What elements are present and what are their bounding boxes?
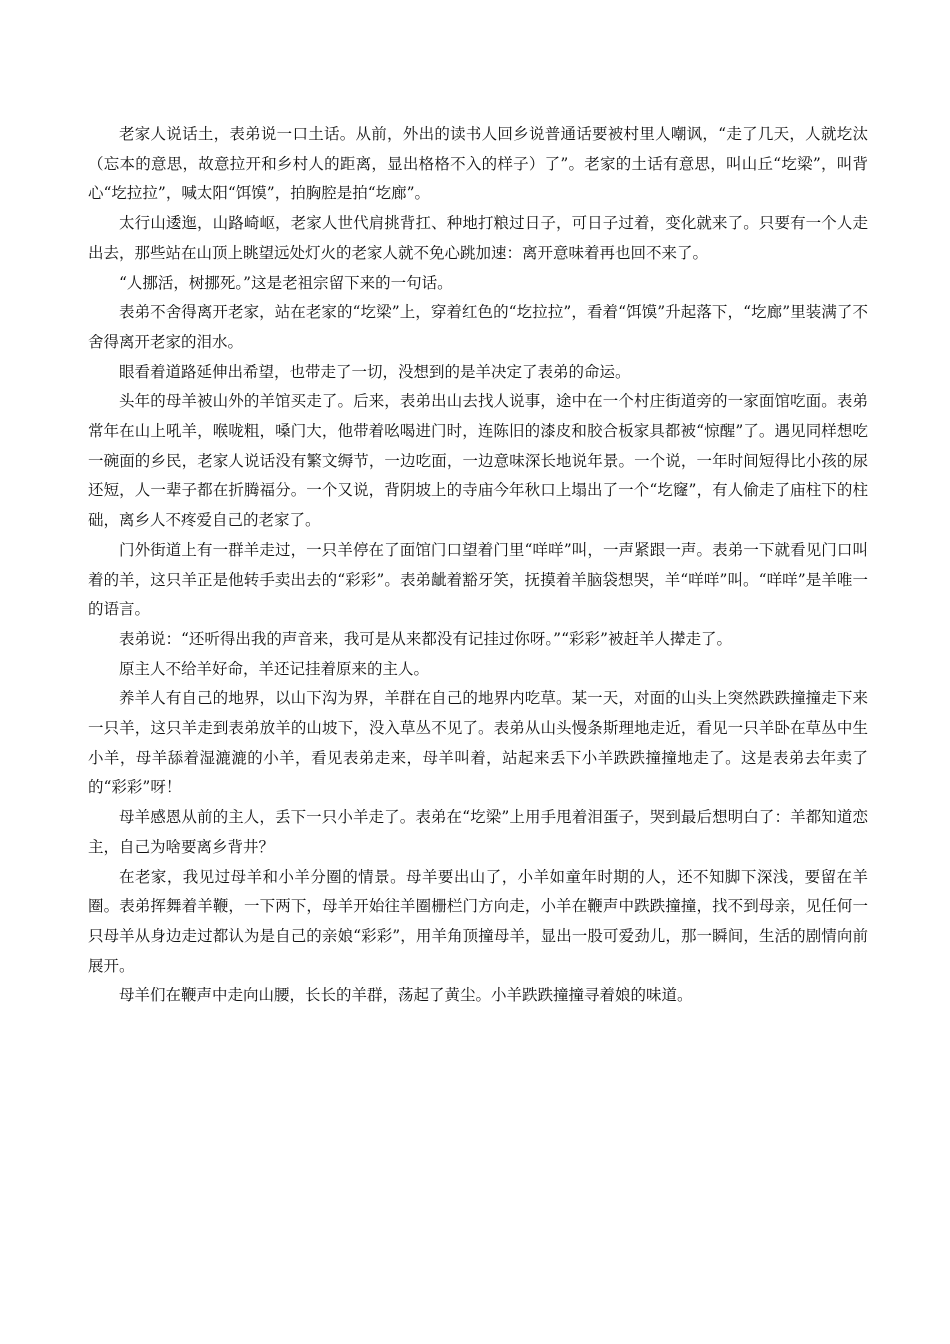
paragraph-8: 表弟说：“还听得出我的声音来，我可是从来都没有记挂过你呀。”“彩彩”被赶羊人撵走了。 [119,629,732,648]
paragraph-3: “人挪活，树挪死。”这是老祖宗留下来的一句话。 [119,273,453,292]
paragraph-13: 母羊们在鞭声中走向山腰，长长的羊群，荡起了黄尘。小羊跌跌撞撞寻着娘的味道。 [119,986,693,1005]
article-body [88,120,868,1011]
paragraph-4: 表弟不舍得离开老家，站在老家的“圪梁”上，穿着红色的“圪拉拉”，看着“饵馍”升起落下，“圪廊”里装满了不舍得离开老家的泪水。 [88,303,868,351]
paragraph-6: 头年的母羊被山外的羊馆买走了。后来，表弟出山去找人说事，途中在一个村庄街道旁的一家面馆吃面。表弟常年在山上吼羊，喉咙粗，嗓门大，他带着吆喝进门时，连陈旧的漆皮和胶合板家具都被“惊醒”了。遇见同样想吃一碗面的乡民，老家人说话没有繁文缛节，一边吃面，一边意味深长地说年景。一个说，一年时间短得比小孩的尿还短，人一辈子都在折腾福分。一个又说，背阴坡上的寺庙今年秋口上塌出了一个“圪窿”，有人偷走了庙柱下的柱础，离乡人不疼爱自己的老家了。 [88,392,868,530]
paragraph-5: 眼看着道路延伸出希望，也带走了一切，没想到的是羊决定了表弟的命运。 [119,362,631,381]
paragraph-2: 太行山逶迤，山路崎岖，老家人世代肩挑背扛、种地打粮过日子，可日子过着，变化就来了。只要有一个人走出去，那些站在山顶上眺望远处灯火的老家人就不免心跳加速：离开意味着再也回不来了。 [88,214,868,262]
paragraph-9: 原主人不给羊好命，羊还记挂着原来的主人。 [119,659,430,678]
paragraph-12: 在老家，我见过母羊和小羊分圈的情景。母羊要出山了，小羊如童年时期的人，还不知脚下深浅，要留在羊圈。表弟挥舞着羊鞭，一下两下，母羊开始往羊圈栅栏门方向走，小羊在鞭声中跌跌撞撞，找不到母亲，见任何一只母羊从身边走过都认为是自己的亲娘“彩彩”，用羊角顶撞母羊，显出一股可爱劲儿，那一瞬间，生活的剧情向前展开。 [88,867,868,975]
paragraph-10: 养羊人有自己的地界，以山下沟为界，羊群在自己的地界内吃草。某一天，对面的山头上突然跌跌撞撞走下来一只羊，这只羊走到表弟放羊的山坡下，没入草丛不见了。表弟从山头慢条斯理地走近，看见一只羊卧在草丛中生小羊，母羊舔着湿漉漉的小羊，看见表弟走来，母羊叫着，站起来丢下小羊跌跌撞撞地走了。这是表弟去年卖了的“彩彩”呀！ [88,689,868,797]
paragraph-11: 母羊感恩从前的主人，丢下一只小羊走了。表弟在“圪梁”上用手甩着泪蛋子，哭到最后想明白了：羊都知道恋主，自己为啥要离乡背井？ [88,808,868,856]
paragraph-1: 老家人说话土，表弟说一口土话。从前，外出的读书人回乡说普通话要被村里人嘲讽，“走了几天，人就圪汰（忘本的意思，故意拉开和乡村人的距离，显出格格不入的样子）了”。老家的土话有意思，叫山丘“圪梁”，叫背心“圪拉拉”，喊太阳“饵馍”，拍胸腔是拍“圪廊”。 [88,125,868,203]
paragraph-7: 门外街道上有一群羊走过，一只羊停在了面馆门口望着门里“咩咩”叫，一声紧跟一声。表弟一下就看见门口叫着的羊，这只羊正是他转手卖出去的“彩彩”。表弟龇着豁牙笑，抚摸着羊脑袋想哭，羊“咩咩”叫。“咩咩”是羊唯一的语言。 [88,540,868,619]
